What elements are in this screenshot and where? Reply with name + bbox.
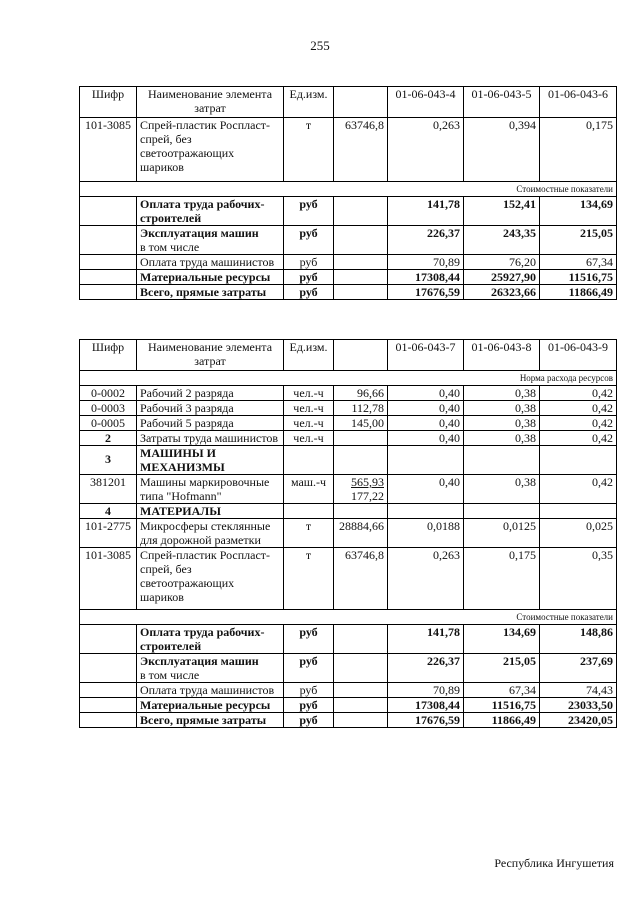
cost-value: 74,43 bbox=[540, 683, 617, 698]
row-value: 0,40 bbox=[388, 416, 464, 431]
row-price: 565,93 bbox=[351, 475, 384, 489]
cost-value: 134,69 bbox=[464, 625, 540, 654]
table-header-row bbox=[80, 340, 617, 371]
cost-value: 17676,59 bbox=[388, 285, 464, 300]
row-unit: чел.-ч bbox=[284, 401, 334, 416]
row-unit: т bbox=[284, 548, 334, 610]
row-unit: чел.-ч bbox=[284, 416, 334, 431]
cost-indicators-label: Стоимостные показатели bbox=[80, 610, 617, 625]
row-code: 101-2775 bbox=[80, 519, 137, 548]
cost-name: Оплата труда рабочих-строителей bbox=[137, 625, 284, 654]
row-price: 112,78 bbox=[334, 401, 388, 416]
header-column: 01-06-043-5 bbox=[464, 87, 540, 118]
cost-unit: руб bbox=[284, 698, 334, 713]
row-value: 0,38 bbox=[464, 431, 540, 446]
cost-value: 226,37 bbox=[388, 226, 464, 255]
cost-unit: руб bbox=[284, 654, 334, 683]
cost-unit: руб bbox=[284, 255, 334, 270]
row-value: 0,263 bbox=[388, 118, 464, 182]
cost-row bbox=[80, 197, 617, 226]
table-row bbox=[80, 475, 617, 504]
section-band bbox=[80, 371, 617, 386]
row-name: Спрей-пластик Роспласт-спрей, без светоотражающих шариков bbox=[137, 118, 284, 182]
cost-row bbox=[80, 285, 617, 300]
header-unit: Ед.изм. bbox=[284, 87, 334, 118]
cost-value: 141,78 bbox=[388, 625, 464, 654]
cost-value: 11866,49 bbox=[540, 285, 617, 300]
row-value: 0,40 bbox=[388, 431, 464, 446]
row-price bbox=[334, 431, 388, 446]
cost-row bbox=[80, 625, 617, 654]
row-name: Спрей-пластик Роспласт-спрей, без светоотражающих шариков bbox=[137, 548, 284, 610]
header-column: 01-06-043-9 bbox=[540, 340, 617, 371]
row-value: 0,35 bbox=[540, 548, 617, 610]
cost-value: 23033,50 bbox=[540, 698, 617, 713]
cost-value: 17308,44 bbox=[388, 270, 464, 285]
row-value: 0,42 bbox=[540, 416, 617, 431]
row-price: 63746,8 bbox=[334, 548, 388, 610]
cost-value: 17676,59 bbox=[388, 713, 464, 728]
row-code: 101-3085 bbox=[80, 118, 137, 182]
row-value: 0,263 bbox=[388, 548, 464, 610]
cost-unit: руб bbox=[284, 285, 334, 300]
header-column: 01-06-043-8 bbox=[464, 340, 540, 371]
header-name: Наименование элемента затрат bbox=[137, 87, 284, 118]
header-price bbox=[334, 87, 388, 118]
row-price: 28884,66 bbox=[334, 519, 388, 548]
row-code: 101-3085 bbox=[80, 548, 137, 610]
cost-name: Эксплуатация машин bbox=[140, 226, 259, 240]
cost-name: Оплата труда рабочих-строителей bbox=[137, 197, 284, 226]
cost-table-1 bbox=[79, 86, 617, 300]
header-unit: Ед.изм. bbox=[284, 340, 334, 371]
region-footer: Республика Ингушетия bbox=[494, 856, 614, 870]
section-band bbox=[80, 182, 617, 197]
cost-value: 134,69 bbox=[540, 197, 617, 226]
table-row bbox=[80, 519, 617, 548]
cost-row bbox=[80, 654, 617, 683]
cost-value: 243,35 bbox=[464, 226, 540, 255]
cost-value: 215,05 bbox=[464, 654, 540, 683]
norm-band-label: Норма расхода ресурсов bbox=[80, 371, 617, 386]
cost-value: 70,89 bbox=[388, 683, 464, 698]
row-code: 0-0005 bbox=[80, 416, 137, 431]
row-name: Рабочий 5 разряда bbox=[137, 416, 284, 431]
cost-value: 226,37 bbox=[388, 654, 464, 683]
row-name: Микросферы стеклянные для дорожной разметки bbox=[137, 519, 284, 548]
cost-value: 148,86 bbox=[540, 625, 617, 654]
cost-table-2 bbox=[79, 339, 617, 728]
cost-name: Эксплуатация машин bbox=[140, 654, 259, 668]
header-column: 01-06-043-7 bbox=[388, 340, 464, 371]
cost-name: Материальные ресурсы bbox=[137, 270, 284, 285]
header-code: Шифр bbox=[80, 87, 137, 118]
cost-value: 17308,44 bbox=[388, 698, 464, 713]
section-row bbox=[80, 446, 617, 475]
section-code: 4 bbox=[80, 504, 137, 519]
cost-value: 76,20 bbox=[464, 255, 540, 270]
cost-indicators-label: Стоимостные показатели bbox=[80, 182, 617, 197]
cost-value: 11516,75 bbox=[540, 270, 617, 285]
table-row bbox=[80, 416, 617, 431]
cost-value: 70,89 bbox=[388, 255, 464, 270]
cost-value: 67,34 bbox=[540, 255, 617, 270]
row-value: 0,38 bbox=[464, 475, 540, 504]
row-price: 96,66 bbox=[334, 386, 388, 401]
cost-row bbox=[80, 270, 617, 285]
cost-value: 23420,05 bbox=[540, 713, 617, 728]
cost-unit: руб bbox=[284, 226, 334, 255]
row-value: 0,42 bbox=[540, 431, 617, 446]
table-row bbox=[80, 401, 617, 416]
section-band bbox=[80, 610, 617, 625]
cost-unit: руб bbox=[284, 713, 334, 728]
row-name: Рабочий 3 разряда bbox=[137, 401, 284, 416]
table-row bbox=[80, 118, 617, 182]
row-unit: т bbox=[284, 519, 334, 548]
header-price bbox=[334, 340, 388, 371]
cost-value: 141,78 bbox=[388, 197, 464, 226]
row-value: 0,38 bbox=[464, 401, 540, 416]
row-value: 0,40 bbox=[388, 401, 464, 416]
cost-row bbox=[80, 698, 617, 713]
row-code: 2 bbox=[80, 431, 137, 446]
row-value: 0,0125 bbox=[464, 519, 540, 548]
cost-row bbox=[80, 713, 617, 728]
cost-unit: руб bbox=[284, 625, 334, 654]
row-unit: маш.-ч bbox=[284, 475, 334, 504]
cost-sub: в том числе bbox=[140, 668, 200, 682]
row-unit: т bbox=[284, 118, 334, 182]
header-name: Наименование элемента затрат bbox=[137, 340, 284, 371]
row-code: 0-0002 bbox=[80, 386, 137, 401]
cost-name: Всего, прямые затраты bbox=[137, 285, 284, 300]
cost-unit: руб bbox=[284, 683, 334, 698]
cost-name: Оплата труда машинистов bbox=[137, 255, 284, 270]
cost-name: Материальные ресурсы bbox=[137, 698, 284, 713]
header-column: 01-06-043-4 bbox=[388, 87, 464, 118]
section-title: МАТЕРИАЛЫ bbox=[137, 504, 284, 519]
cost-name: Оплата труда машинистов bbox=[137, 683, 284, 698]
cost-value: 26323,66 bbox=[464, 285, 540, 300]
row-value: 0,025 bbox=[540, 519, 617, 548]
row-name: Затраты труда машинистов bbox=[137, 431, 284, 446]
table-row bbox=[80, 386, 617, 401]
row-unit: чел.-ч bbox=[284, 386, 334, 401]
cost-value: 152,41 bbox=[464, 197, 540, 226]
cost-row bbox=[80, 683, 617, 698]
cost-row bbox=[80, 226, 617, 255]
row-value: 0,0188 bbox=[388, 519, 464, 548]
section-code: 3 bbox=[80, 446, 137, 475]
row-price: 145,00 bbox=[334, 416, 388, 431]
row-value: 0,42 bbox=[540, 475, 617, 504]
page-number: 255 bbox=[310, 38, 330, 53]
cost-value: 11866,49 bbox=[464, 713, 540, 728]
row-code: 381201 bbox=[80, 475, 137, 504]
row-value: 0,40 bbox=[388, 475, 464, 504]
cost-value: 11516,75 bbox=[464, 698, 540, 713]
row-value: 0,40 bbox=[388, 386, 464, 401]
row-name: Машины маркировочные типа "Hofmann" bbox=[137, 475, 284, 504]
cost-unit: руб bbox=[284, 270, 334, 285]
cost-value: 67,34 bbox=[464, 683, 540, 698]
row-value: 0,175 bbox=[464, 548, 540, 610]
section-title: МАШИНЫ И МЕХАНИЗМЫ bbox=[137, 446, 284, 475]
row-unit: чел.-ч bbox=[284, 431, 334, 446]
row-value: 0,175 bbox=[540, 118, 617, 182]
cost-value: 25927,90 bbox=[464, 270, 540, 285]
cost-value: 237,69 bbox=[540, 654, 617, 683]
table-header-row bbox=[80, 87, 617, 118]
row-price-secondary: 177,22 bbox=[351, 489, 384, 503]
cost-unit: руб bbox=[284, 197, 334, 226]
table-row bbox=[80, 431, 617, 446]
row-name: Рабочий 2 разряда bbox=[137, 386, 284, 401]
row-price: 63746,8 bbox=[334, 118, 388, 182]
row-value: 0,38 bbox=[464, 416, 540, 431]
section-row bbox=[80, 504, 617, 519]
cost-row bbox=[80, 255, 617, 270]
cost-name: Всего, прямые затраты bbox=[137, 713, 284, 728]
row-code: 0-0003 bbox=[80, 401, 137, 416]
cost-value: 215,05 bbox=[540, 226, 617, 255]
header-code: Шифр bbox=[80, 340, 137, 371]
row-value: 0,42 bbox=[540, 386, 617, 401]
cost-sub: в том числе bbox=[140, 240, 200, 254]
table-row bbox=[80, 548, 617, 610]
header-column: 01-06-043-6 bbox=[540, 87, 617, 118]
row-value: 0,42 bbox=[540, 401, 617, 416]
row-value: 0,38 bbox=[464, 386, 540, 401]
row-value: 0,394 bbox=[464, 118, 540, 182]
